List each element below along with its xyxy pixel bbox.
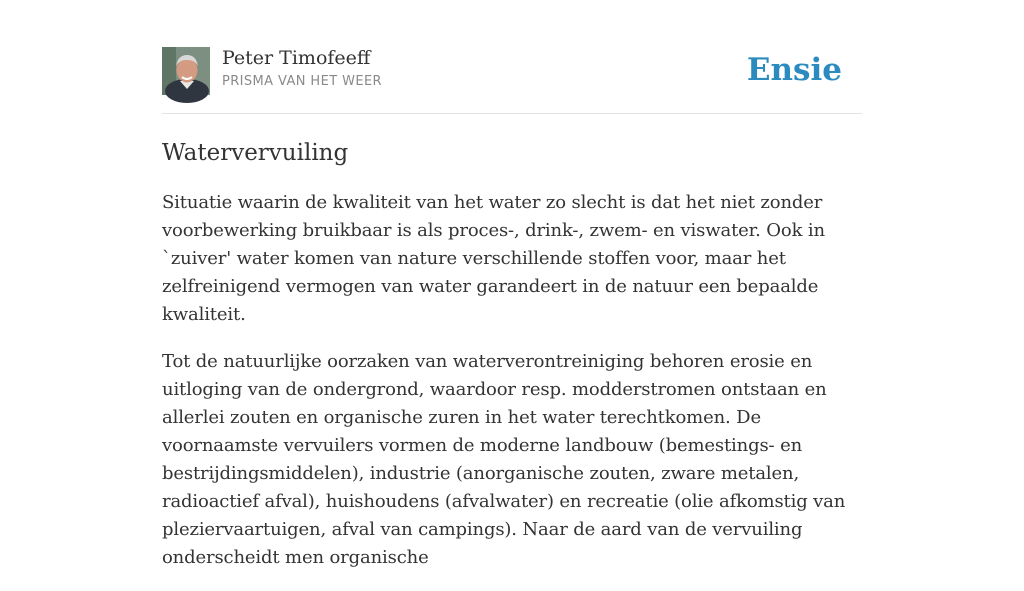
header-divider [162,113,862,114]
article-title: Watervervuiling [162,140,349,166]
author-subtitle: PRISMA VAN HET WEER [222,74,382,89]
author-name[interactable]: Peter Timofeeff [222,47,371,69]
article-paragraph: Tot de natuurlijke oorzaken van waterverontreiniging behoren erosie en uitloging van de ondergrond, waardoor resp. modderstromen ontstaan en allerlei zouten en organische zuren in het water terechtkomen. De voornaamste vervuilers vormen de moderne landbouw (bemestings- en bestrijdingsmiddelen), industrie (anorganische zouten, zware metalen, radioactief afval), huishoudens (afvalwater) en recreatie (olie afkomstig van pleziervaartuigen, afval van campings). Naar de aard van de vervuiling onderscheidt men organische [162,351,846,568]
article-body [162,137,862,591]
article-header [162,46,862,96]
brand-logo[interactable]: Ensie [746,52,842,88]
article-paragraph: Situatie waarin de kwaliteit van het water zo slecht is dat het niet zonder voorbewerking bruikbaar is als proces-, drink-, zwem- en viswater. Ook in `zuiver' water komen van nature verschillende stoffen voor, maar het zelfreinigend vermogen van water garandeert in de natuur een bepaalde kwaliteit. [162,192,825,325]
author-photo-icon [162,47,210,95]
avatar[interactable] [162,47,210,95]
